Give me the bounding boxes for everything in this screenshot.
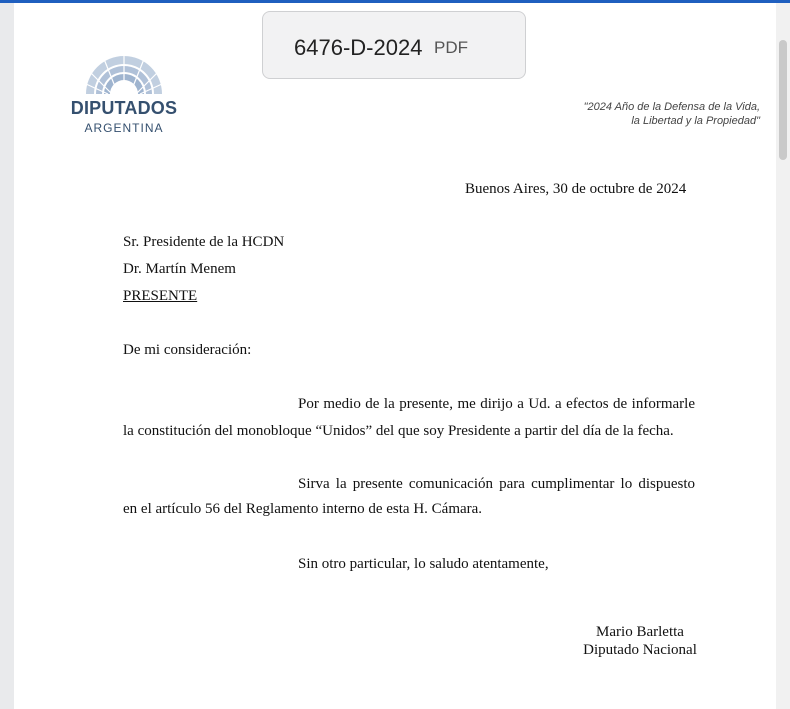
hemicycle-icon — [80, 50, 168, 100]
logo-title: DIPUTADOS — [70, 98, 178, 118]
document-id-badge[interactable] — [262, 11, 526, 79]
year-motto — [584, 100, 760, 128]
closing: Sin otro particular, lo saludo atentamente, — [298, 556, 549, 572]
signature-name: Mario Barletta — [596, 624, 684, 640]
paragraph-2-line-1: Sirva la presente comunicación para cumplimentar lo dispuesto — [298, 476, 695, 492]
letter-date: Buenos Aires, 30 de octubre de 2024 — [465, 181, 687, 197]
scrollbar-thumb[interactable] — [779, 40, 787, 160]
signature-title: Diputado Nacional — [583, 642, 697, 658]
diputados-logo — [60, 44, 200, 140]
paragraph-1-line-1: Por medio de la presente, me dirijo a Ud. a efectos de informarle — [298, 396, 695, 412]
paragraph-1-line-2: la constitución del monobloque “Unidos” del que soy Presidente a partir del día de la fecha. — [123, 423, 674, 439]
document-type-label: PDF — [434, 38, 468, 57]
logo-subtitle: ARGENTINA — [84, 121, 164, 135]
paragraph-2-line-2: en el artículo 56 del Reglamento interno de esta H. Cámara. — [123, 501, 483, 517]
document-id: 6476-D-2024 — [294, 35, 423, 60]
motto-line-1: "2024 Año de la Defensa de la Vida, — [583, 101, 760, 113]
recipient-line-1: Sr. Presidente de la HCDN — [123, 234, 285, 250]
motto-line-2: la Libertad y la Propiedad" — [631, 115, 760, 127]
recipient-line-2: Dr. Martín Menem — [123, 261, 236, 277]
salutation: De mi consideración: — [123, 342, 252, 358]
recipient-line-3: PRESENTE — [123, 288, 198, 304]
